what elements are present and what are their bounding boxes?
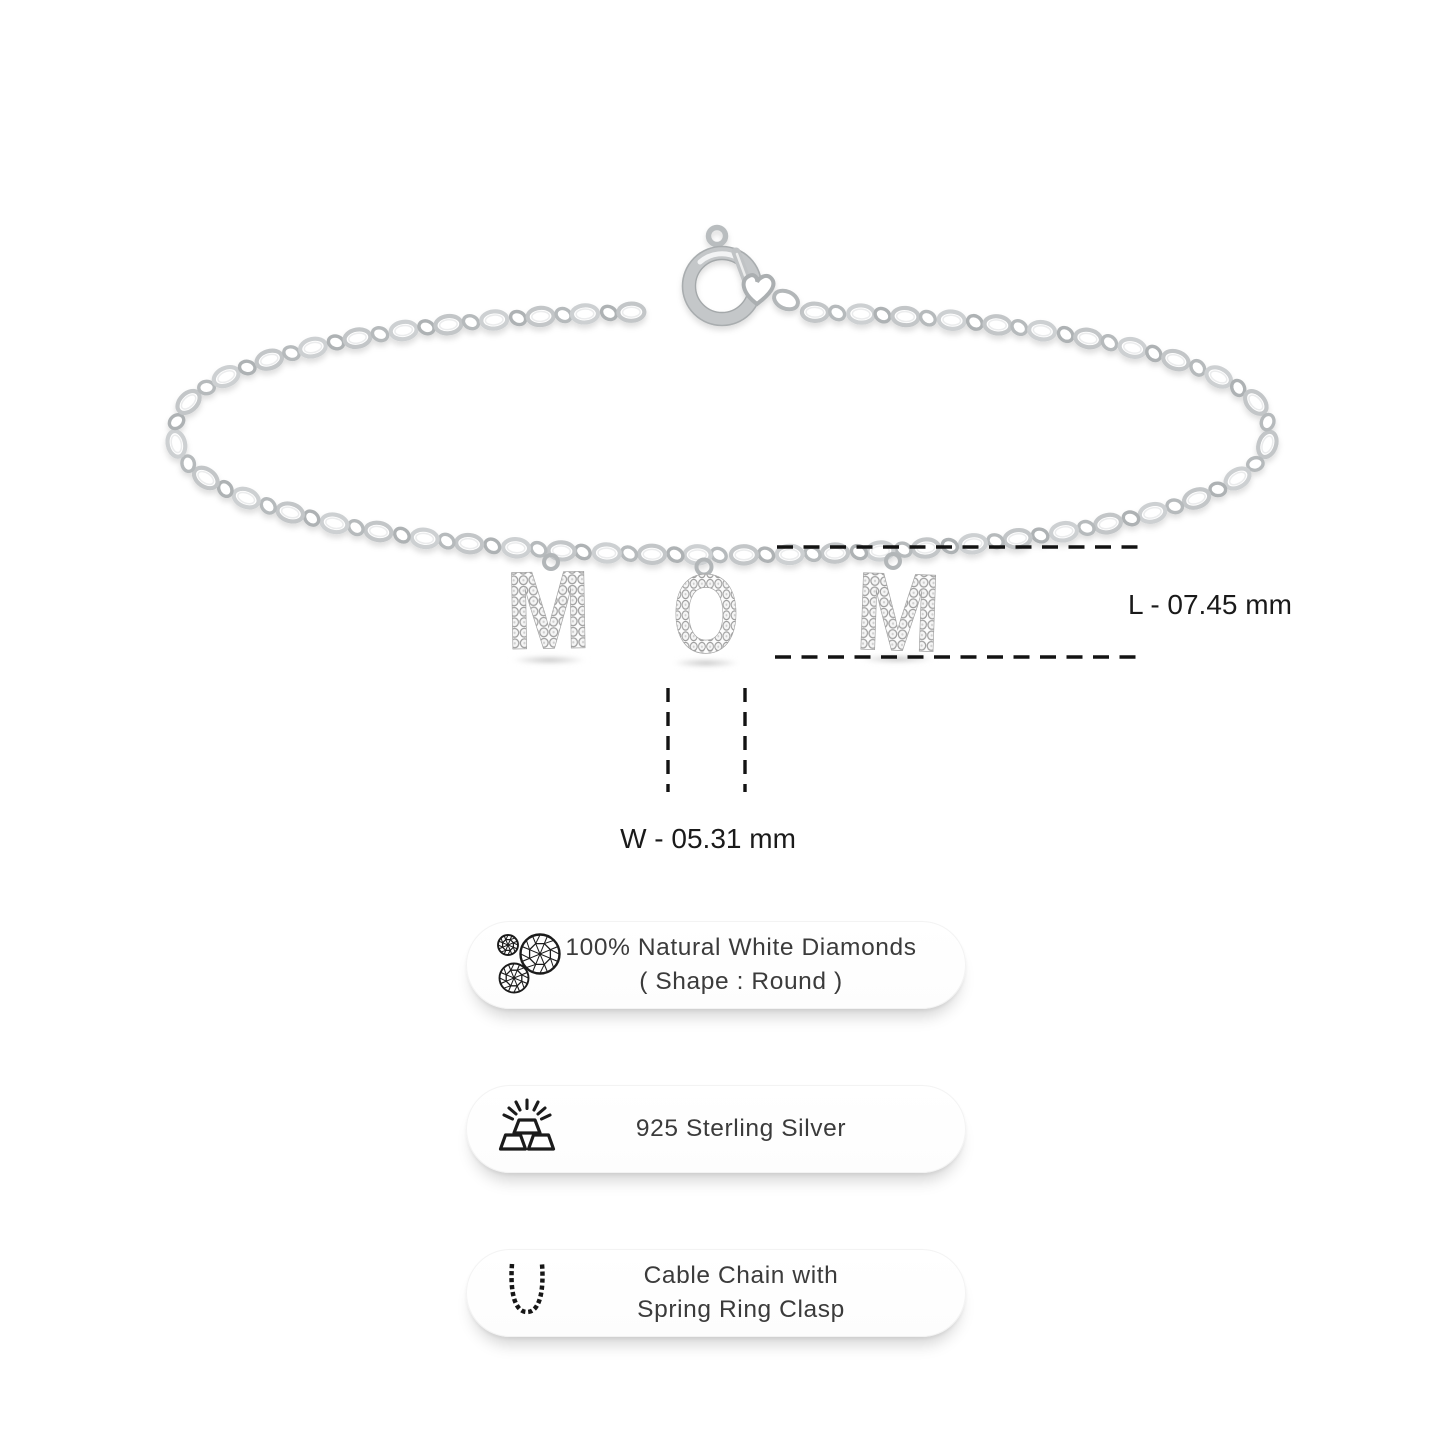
feature-line: Spring Ring Clasp xyxy=(637,1296,845,1323)
charm-letter-o: O xyxy=(672,552,740,676)
feature-pill-chain xyxy=(466,1249,966,1337)
silver-bar-right xyxy=(529,1135,554,1149)
charm-letter-m2: M xyxy=(853,549,944,676)
feature-text-chain xyxy=(563,1259,965,1327)
feature-text-silver xyxy=(563,1112,965,1146)
clasp-top-loop xyxy=(709,228,726,245)
feature-line: 100% Natural White Diamonds xyxy=(565,934,917,961)
silver-bar-top xyxy=(514,1120,540,1133)
length-measurement-label: L - 07.45 mm xyxy=(1128,589,1292,620)
feature-pill-silver xyxy=(466,1085,966,1173)
feature-line: Cable Chain with xyxy=(643,1262,839,1289)
silver-bars-rays xyxy=(504,1100,550,1119)
silver-bar-left xyxy=(501,1135,526,1149)
charm-letter-m1: M xyxy=(504,547,593,673)
feature-line: 925 Sterling Silver xyxy=(635,1115,847,1142)
width-measurement-label: W - 05.31 mm xyxy=(620,823,796,854)
cable-chain xyxy=(165,303,1280,564)
feature-line: ( Shape : Round ) xyxy=(639,968,843,995)
spring-ring-clasp-icon xyxy=(683,228,801,326)
silver-bars-icon xyxy=(491,1094,563,1164)
feature-text-diamonds xyxy=(563,931,965,999)
connector-link xyxy=(771,287,801,313)
cable-chain-icon xyxy=(491,1258,563,1328)
feature-pill-diamonds xyxy=(466,921,966,1009)
charm-letters xyxy=(505,548,943,676)
round-diamonds-icon xyxy=(491,930,563,1000)
hanging-chain-curve xyxy=(512,1264,543,1312)
